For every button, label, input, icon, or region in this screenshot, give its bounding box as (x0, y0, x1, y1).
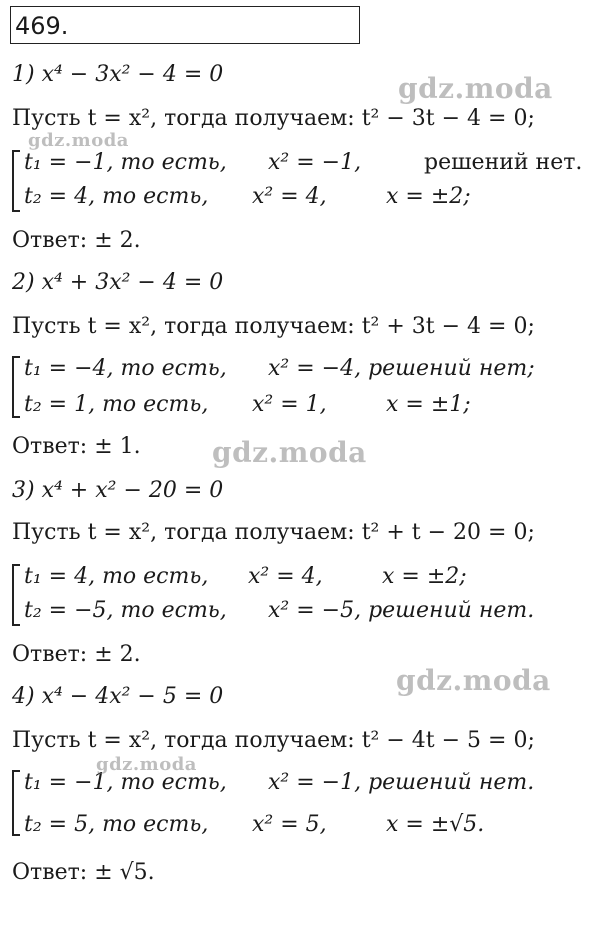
watermark-logo: gdz.moda (28, 130, 129, 151)
root-4-1: t₁ = −1, то есть, (24, 770, 227, 795)
equation-2: 2) x⁴ + 3x² − 4 = 0 (12, 270, 224, 295)
result-2-2: x = ±1; (386, 392, 471, 417)
watermark-logo: gdz.moda (212, 436, 367, 469)
answer-1: Ответ: ± 2. (12, 228, 141, 253)
root-1-2: t₂ = 4, то есть, (24, 184, 209, 209)
value-2-2: x² = 1, (252, 392, 327, 417)
equation-1: 1) x⁴ − 3x² − 4 = 0 (12, 62, 224, 87)
watermark-logo: gdz.moda (96, 754, 197, 775)
root-1-1: t₁ = −1, то есть, (24, 150, 227, 175)
watermark-logo: gdz.moda (396, 664, 551, 697)
value-1-1: x² = −1, (268, 150, 362, 175)
problem-number-box (10, 6, 360, 44)
equation-3: 3) x⁴ + x² − 20 = 0 (12, 478, 224, 503)
system-bracket-3 (12, 564, 20, 626)
result-1-2: x = ±2; (386, 184, 471, 209)
system-bracket-2 (12, 356, 20, 418)
substitution-2: Пусть t = x², тогда получаем: t² + 3t − 4 = 0; (12, 314, 535, 339)
value-2-1: x² = −4, решений нет; (268, 356, 535, 381)
value-3-2: x² = −5, решений нет. (268, 598, 535, 623)
value-3-1: x² = 4, (248, 564, 323, 589)
root-2-2: t₂ = 1, то есть, (24, 392, 209, 417)
watermark-logo: gdz.moda (398, 72, 553, 105)
system-bracket-4 (12, 770, 20, 836)
substitution-4: Пусть t = x², тогда получаем: t² − 4t − 5 = 0; (12, 728, 535, 753)
root-3-2: t₂ = −5, то есть, (24, 598, 227, 623)
value-1-2: x² = 4, (252, 184, 327, 209)
value-4-1: x² = −1, решений нет. (268, 770, 535, 795)
result-1-1: решений нет. (424, 150, 583, 175)
result-3-1: x = ±2; (382, 564, 467, 589)
substitution-3: Пусть t = x², тогда получаем: t² + t − 20 = 0; (12, 520, 535, 545)
problem-number: 469. (15, 12, 69, 40)
root-4-2: t₂ = 5, то есть, (24, 812, 209, 837)
answer-4: Ответ: ± √5. (12, 860, 155, 885)
result-4-2: x = ±√5. (386, 812, 485, 837)
equation-4: 4) x⁴ − 4x² − 5 = 0 (12, 684, 224, 709)
root-2-1: t₁ = −4, то есть, (24, 356, 227, 381)
value-4-2: x² = 5, (252, 812, 327, 837)
answer-2: Ответ: ± 1. (12, 434, 141, 459)
root-3-1: t₁ = 4, то есть, (24, 564, 209, 589)
answer-3: Ответ: ± 2. (12, 642, 141, 667)
substitution-1: Пусть t = x², тогда получаем: t² − 3t − 4 = 0; (12, 106, 535, 131)
system-bracket-1 (12, 150, 20, 212)
